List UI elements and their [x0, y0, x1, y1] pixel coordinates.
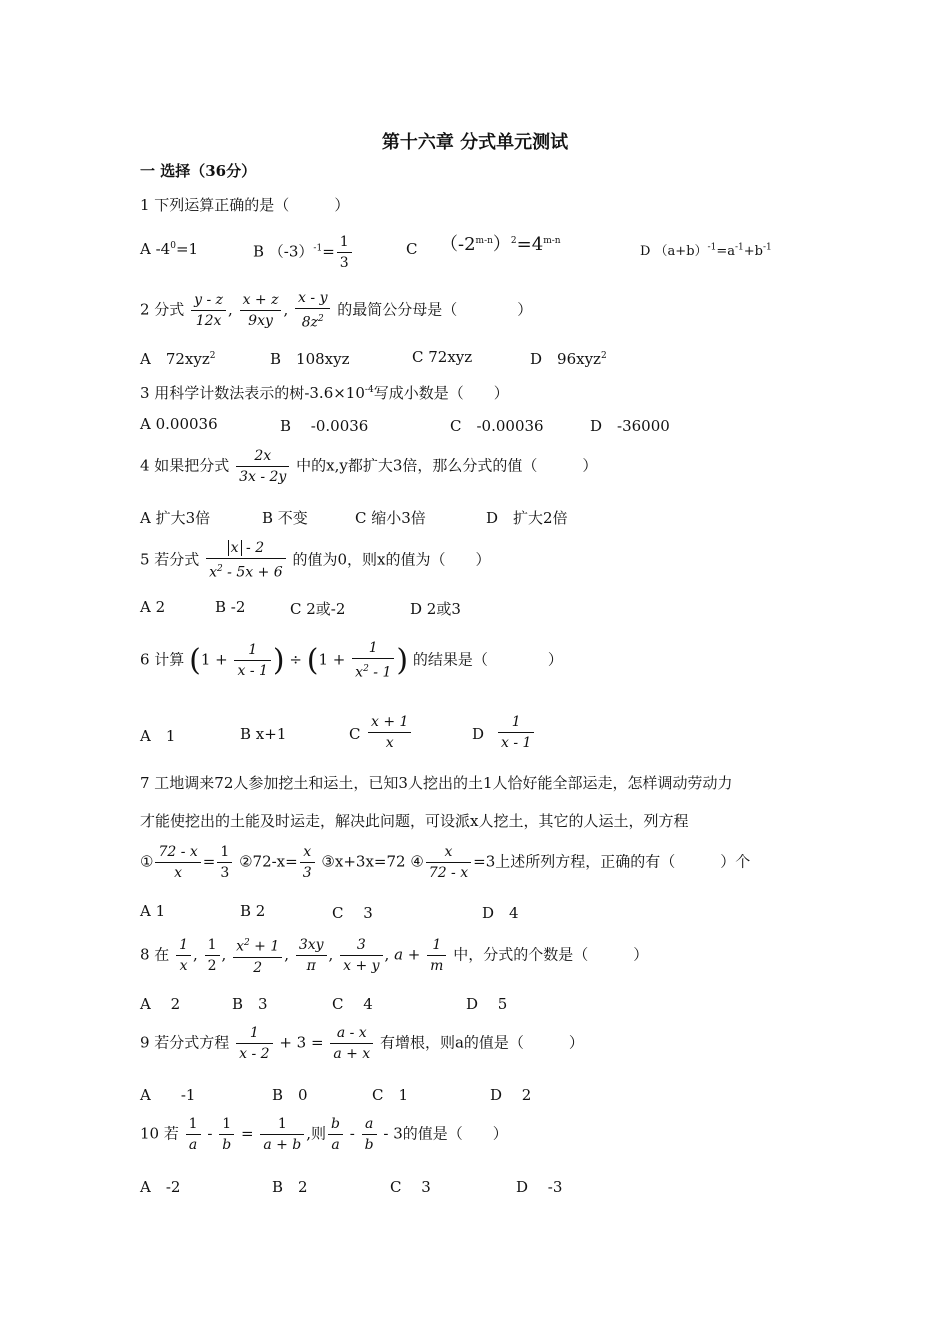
question-6-options — [140, 712, 840, 758]
q8-option-a: A 2 — [140, 995, 181, 1013]
question-2-options — [140, 348, 840, 370]
q1-option-c-label: C — [406, 240, 418, 258]
q3-option-c: C -0.00036 — [450, 417, 544, 435]
q1-option-d: D $(a+b)^{-1}=a^{-1}+b^{-1}$ — [640, 242, 772, 259]
q1-option-b: B $(-3)^{-1}=$ $\frac{1}{3}$ — [253, 232, 354, 273]
q6-option-b: B x+1 — [240, 725, 287, 743]
q5-option-c: C 2或-2 — [290, 600, 346, 618]
q9-option-d: D 2 — [490, 1086, 532, 1104]
question-1-stem: 1 下列运算正确的是（ ） — [140, 196, 350, 214]
q2-option-a: A 72xyz$^2$ — [140, 350, 216, 368]
question-7-equations: ① $\frac{72 - x}{x}$ = $\frac{1}{3}$ ②72-x= $\frac{x}{3}$ ③x+3x=72 ④ $\frac{x}{72 - x}$ =3上述所列方程，正确的有（ ）个 — [140, 844, 751, 881]
question-9-options — [140, 1084, 840, 1106]
question-7-options — [140, 902, 840, 924]
q4-option-d: D 扩大2倍 — [486, 509, 568, 527]
q7-option-c: C 3 — [332, 904, 373, 922]
q3-option-a: A 0.00036 — [140, 415, 218, 433]
q3-option-b: B -0.0036 — [280, 417, 369, 435]
q10-option-d: D -3 — [516, 1178, 563, 1196]
q6-option-c-label: C — [349, 725, 361, 743]
question-3-stem: 3 用科学计数法表示的树$-3.6\times 10^{-4}$写成小数是（ ） — [140, 384, 509, 402]
q2-option-c: C 72xyz — [412, 348, 473, 366]
question-8-stem: 8 在 $\frac{1}{x}$ , $\frac{1}{2}$ , $\frac{x^2 + 1}{2}$ , $\frac{3xy}{\pi}$ , $\frac{3}{x + y}$ , a + $\frac{1}{m}$ 中，分式的个数是（ ） — [140, 933, 648, 978]
q10-option-c: C 3 — [390, 1178, 431, 1196]
question-8-options — [140, 993, 840, 1015]
q4-option-b: B 不变 — [262, 509, 308, 527]
q5-option-d: D 2或3 — [410, 600, 461, 618]
question-10-stem: 10 若 $\frac{1}{a}$ - $\frac{1}{b}$ = $\frac{1}{a + b}$ ,则 $\frac{b}{a}$ - $\frac{a}{b}$ - 3的值是（ ） — [140, 1116, 508, 1153]
q7-option-a: A 1 — [140, 902, 166, 920]
question-4-options — [140, 507, 840, 529]
question-6-stem: 6 计算 (1 + $\frac{1}{x - 1}$ ) ÷ (1 + $\frac{1}{x^2 - 1}$ ) 的结果是（ ） — [140, 640, 563, 681]
q6-option-d: $\frac{1}{x - 1}$ — [496, 712, 536, 753]
q6-option-c: $\frac{x + 1}{x}$ — [366, 712, 413, 753]
q7-option-b: B 2 — [240, 902, 266, 920]
q7-option-d: D 4 — [482, 904, 519, 922]
question-10-options — [140, 1176, 840, 1198]
question-9-stem: 9 若分式方程 $\frac{1}{x - 2}$ + 3 = $\frac{a - x}{a + x}$ 有增根，则a的值是（ ） — [140, 1025, 584, 1062]
q4-option-c: C 缩小3倍 — [355, 509, 426, 527]
q9-option-b: B 0 — [272, 1086, 308, 1104]
q8-option-d: D 5 — [466, 995, 508, 1013]
q1-option-c: $(-2^{m-n})^2=4^{m-n}$ — [440, 234, 561, 255]
q10-option-a: A -2 — [140, 1178, 181, 1196]
q5-option-b: B -2 — [215, 598, 246, 616]
section-heading: 一 选择（36分） — [140, 162, 257, 180]
q6-option-d-label: D — [472, 725, 485, 743]
question-3-options — [140, 415, 840, 437]
q6-option-a: A 1 — [140, 727, 176, 745]
q4-option-a: A 扩大3倍 — [140, 509, 211, 527]
question-4-stem: 4 如果把分式 $\frac{2x}{3x - 2y}$ 中的x,y都扩大3倍，那么分式的值（ ） — [140, 448, 598, 485]
q5-option-a: A 2 — [140, 598, 166, 616]
q10-option-b: B 2 — [272, 1178, 308, 1196]
question-2-stem: 2 分式 $\frac{y - z}{12x}$ , $\frac{x + z}{9xy}$ , $\frac{x - y}{8z^2}$ 的最简公分母是（ ） — [140, 290, 533, 331]
q3-option-d: D -36000 — [590, 417, 670, 435]
q9-option-a: A -1 — [140, 1086, 196, 1104]
question-1-options — [140, 228, 840, 274]
question-7-line-1: 7 工地调来72人参加挖土和运土，已知3人挖出的土1人恰好能全部运走，怎样调动劳动力 — [140, 774, 733, 792]
q9-option-c: C 1 — [372, 1086, 409, 1104]
q2-option-d: D 96xyz$^2$ — [530, 350, 607, 368]
q8-option-c: C 4 — [332, 995, 373, 1013]
question-7-line-2: 才能使挖出的土能及时运走，解决此问题，可设派x人挖土，其它的人运土，列方程 — [140, 812, 689, 830]
q8-option-b: B 3 — [232, 995, 268, 1013]
q2-option-b: B 108xyz — [270, 350, 350, 368]
q1-option-a: A $-4^0=1$ — [140, 240, 199, 258]
question-5-options — [140, 598, 840, 620]
page-title: 第十六章 分式单元测试 — [381, 132, 569, 153]
question-5-stem: 5 若分式 $\frac{x - 2}{x^2 - 5x + 6}$ 的值为0，则x的值为（ ） — [140, 540, 491, 581]
